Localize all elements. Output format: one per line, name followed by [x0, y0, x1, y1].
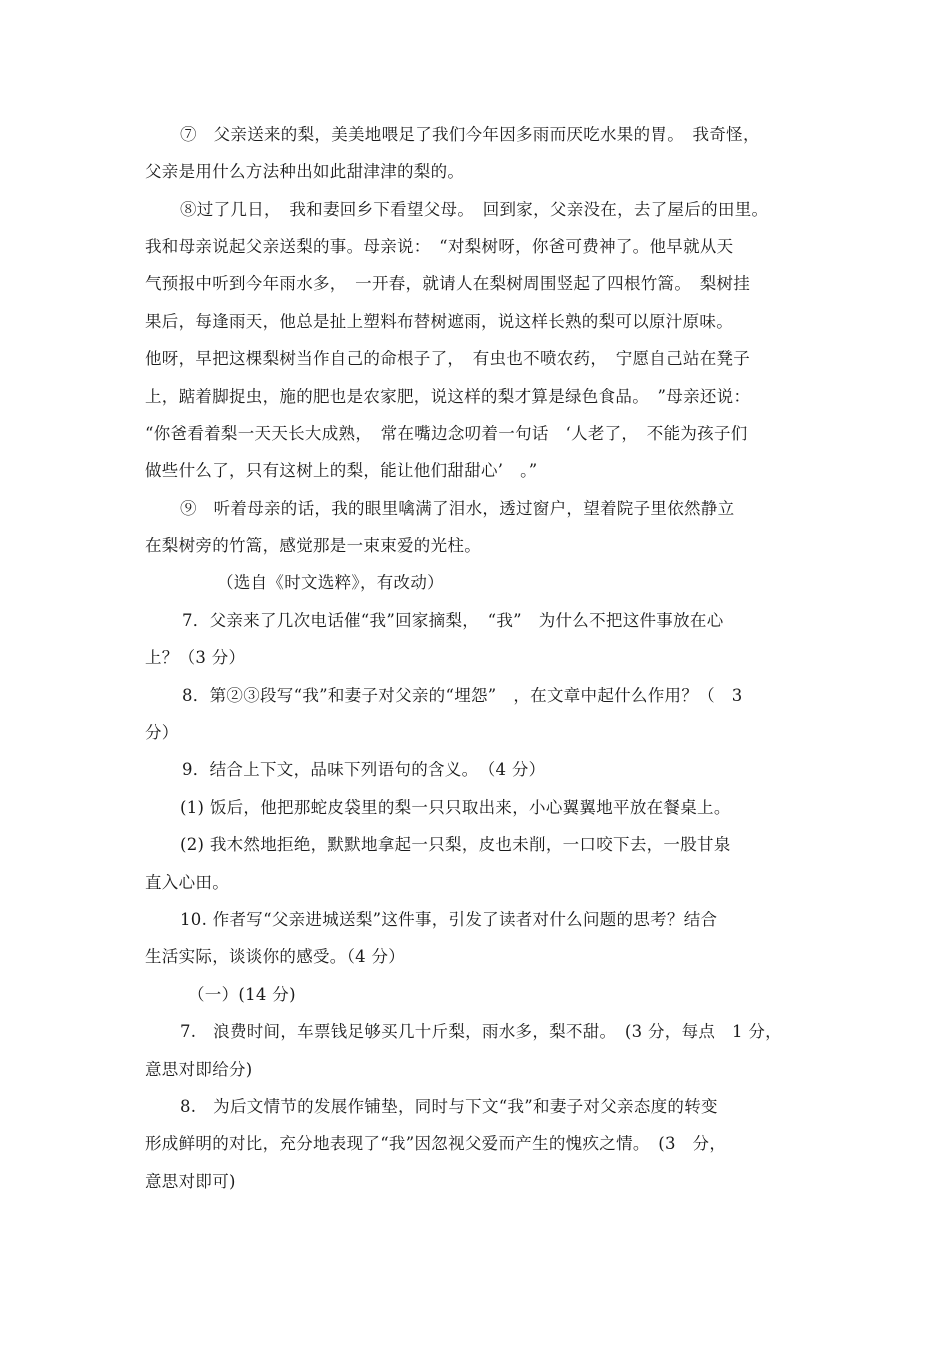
question-9: 9．结合上下文，品味下列语句的含义。 （4 分） — [182, 760, 546, 779]
source-note: （选自《时文选粹》，有改动） — [217, 573, 444, 592]
answer-heading: （一）(14 分) — [188, 985, 296, 1004]
question-8: 8．第②③段写“我”和妻子对父亲的“埋怨” ，在文章中起什么作用？（ 3 — [182, 686, 743, 705]
text-line: (2) 我木然地拒绝，默默地拿起一只梨，皮也未削，一口咬下去，一股甘泉 — [180, 835, 731, 854]
text-line: 意思对即可) — [145, 1172, 236, 1191]
answer-7: 7. 浪费时间，车票钱足够买几十斤梨，雨水多，梨不甜。 (3 分，每点 1 分， — [180, 1022, 782, 1041]
text-line: 我和母亲说起父亲送梨的事。母亲说： “对梨树呀，你爸可费神了。他早就从天 — [145, 237, 734, 256]
text-line: ⑨ 听着母亲的话，我的眼里噙满了泪水，透过窗户，望着院子里依然静立 — [180, 499, 735, 518]
question-10: 10. 作者写“父亲进城送梨”这件事，引发了读者对什么问题的思考？结合 — [180, 910, 718, 929]
answer-8: 8. 为后文情节的发展作铺垫，同时与下文“我”和妻子对父亲态度的转变 — [180, 1097, 718, 1116]
text-line: 意思对即给分) — [145, 1060, 253, 1079]
text-line: (1) 饭后，他把那蛇皮袋里的梨一只只取出来，小心翼翼地平放在餐桌上。 — [180, 798, 731, 817]
text-line: 气预报中听到今年雨水多， 一开春，就请人在梨树周围竖起了四根竹篙。 梨树挂 — [145, 274, 751, 293]
text-line: ⑧过了几日， 我和妻回乡下看望父母。 回到家，父亲没在，去了屋后的田里。 — [180, 200, 769, 219]
text-line: 做些什么了，只有这树上的梨，能让他们甜甜心’ 。” — [145, 461, 538, 480]
text-line: 生活实际，谈谈你的感受。（4 分） — [145, 947, 406, 966]
text-line: 他呀，早把这棵梨树当作自己的命根子了， 有虫也不喷农药， 宁愿自己站在凳子 — [145, 349, 751, 368]
text-line: 形成鲜明的对比，充分地表现了“我”因忽视父爱而产生的愧疚之情。 (3 分， — [145, 1134, 727, 1153]
question-7: 7．父亲来了几次电话催“我”回家摘梨， “我” 为什么不把这件事放在心 — [182, 611, 724, 630]
text-line: 上？（3 分） — [145, 648, 246, 667]
text-line: 直入心田。 — [145, 873, 229, 892]
text-line: 果后，每逢雨天，他总是扯上塑料布替树遮雨，说这样长熟的梨可以原汁原味。 — [145, 312, 733, 331]
text-line: 在梨树旁的竹篙，感觉那是一束束爱的光柱。 — [145, 536, 481, 555]
text-line: ⑦ 父亲送来的梨，美美地喂足了我们今年因多雨而厌吃水果的胃。 我奇怪， — [180, 125, 760, 144]
text-line: “你爸看着梨一天天长大成熟， 常在嘴边念叨着一句话 ‘人老了， 不能为孩子们 — [145, 424, 748, 443]
text-line: 上，踮着脚捉虫，施的肥也是农家肥，说这样的梨才算是绿色食品。 ”母亲还说： — [145, 387, 751, 406]
text-line: 分） — [145, 723, 179, 742]
text-line: 父亲是用什么方法种出如此甜津津的梨的。 — [145, 162, 465, 181]
